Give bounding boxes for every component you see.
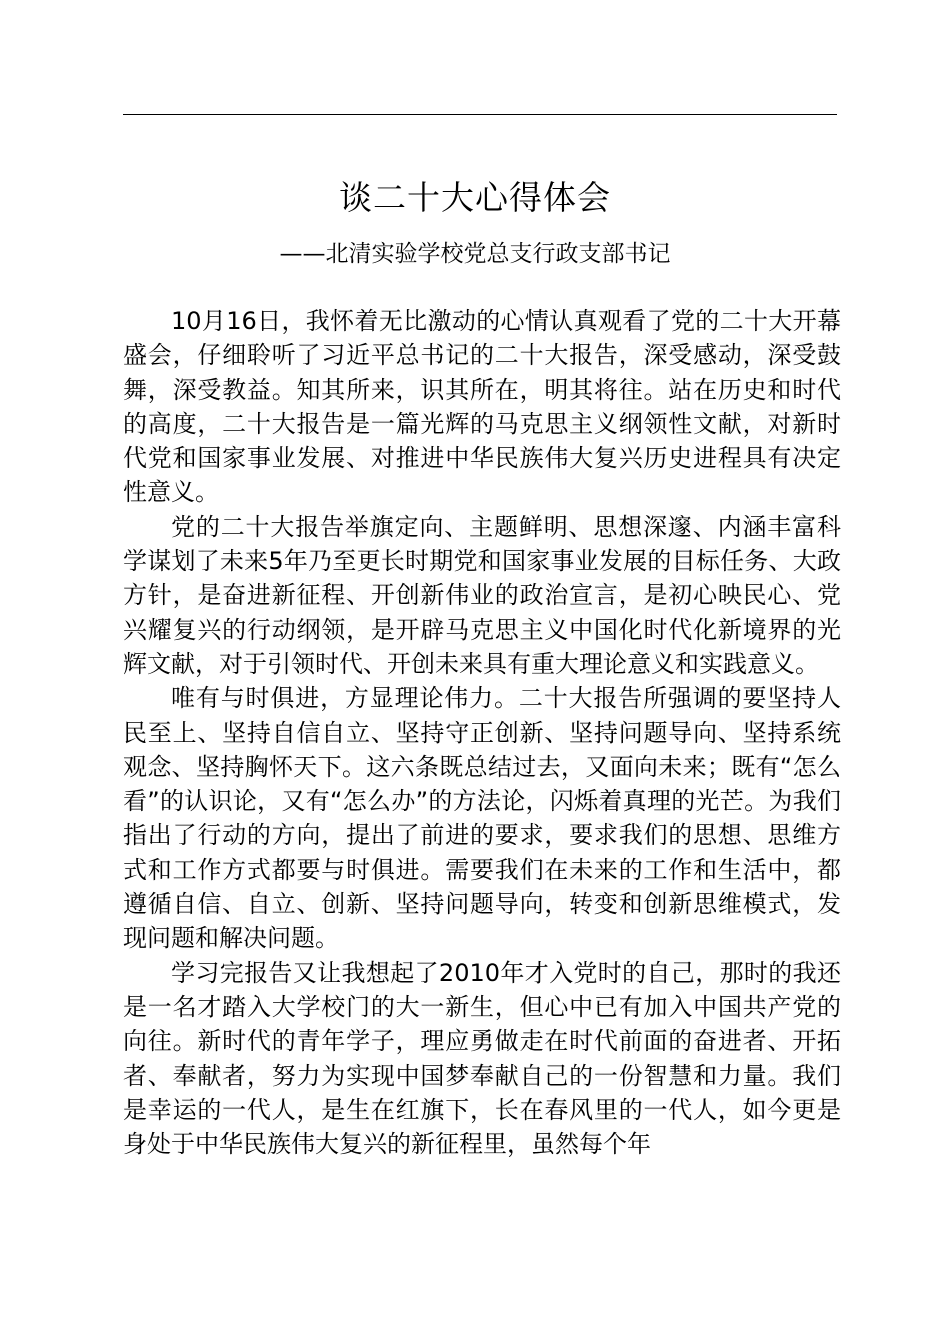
header-divider bbox=[123, 114, 837, 115]
paragraph: 10月16日，我怀着无比激动的心情认真观看了党的二十大开幕盛会，仔细聆听了习近平总书记的二十大报告，深受感动，深受鼓舞，深受教益。知其所来，识其所在，明其将往。站在历史和时代的高度，二十大报告是一篇光辉的马克思主义纲领性文献，对新时代党和国家事业发展、对推进中华民族伟大复兴历史进程具有决定性意义。 bbox=[123, 307, 841, 507]
paragraph: 唯有与时俱进，方显理论伟力。二十大报告所强调的要坚持人民至上、坚持自信自立、坚持守正创新、坚持问题导向、坚持系统观念、坚持胸怀天下。这六条既总结过去，又面向未来；既有“怎么看”的认识论，又有“怎么办”的方法论，闪烁着真理的光芒。为我们指出了行动的方向，提出了前进的要求，要求我们的思想、思维方式和工作方式都要与时俱进。需要我们在未来的工作和生活中，都遵循自信、自立、创新、坚持问题导向，转变和创新思维模式，发现问题和解决问题。 bbox=[123, 684, 841, 953]
paragraph: 党的二十大报告举旗定向、主题鲜明、思想深邃、内涵丰富科学谋划了未来5年乃至更长时期党和国家事业发展的目标任务、大政方针，是奋进新征程、开创新伟业的政治宣言，是初心映民心、党兴耀复兴的行动纲领，是开辟马克思主义中国化时代化新境界的光辉文献，对于引领时代、开创未来具有重大理论意义和实践意义。 bbox=[123, 512, 841, 678]
paragraph: 学习完报告又让我想起了2010年才入党时的自己，那时的我还是一名才踏入大学校门的大一新生，但心中已有加入中国共产党的向往。新时代的青年学子，理应勇做走在时代前面的奋进者、开拓者、奉献者，努力为实现中国梦奉献自己的一份智慧和力量。我们是幸运的一代人，是生在红旗下，长在春风里的一代人，如今更是身处于中华民族伟大复兴的新征程里，虽然每个年 bbox=[123, 958, 841, 1159]
page-subtitle: ——北清实验学校党总支行政支部书记 bbox=[279, 241, 671, 267]
page-title: 谈二十大心得体会 bbox=[339, 178, 611, 217]
body-text bbox=[123, 304, 841, 1161]
